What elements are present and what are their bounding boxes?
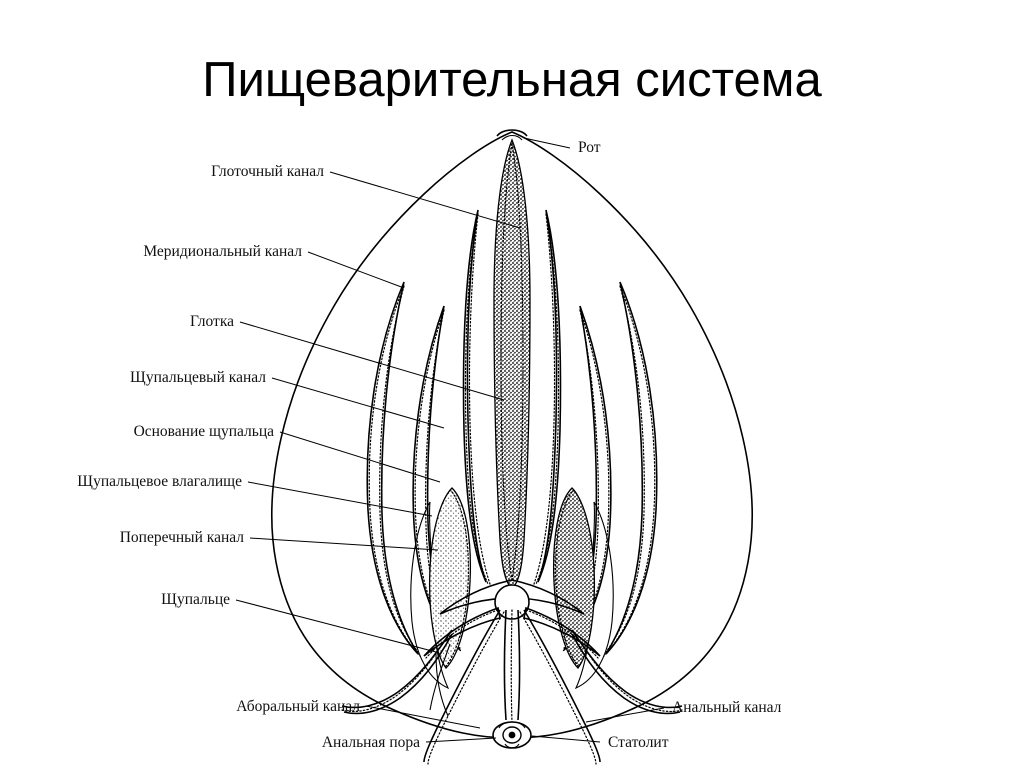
label-anal-pore: [322, 734, 420, 751]
label-text: Глотка: [189, 313, 234, 330]
aboral-canal: [505, 610, 520, 722]
page-title: Пищеварительная система: [202, 53, 822, 107]
label-tentacle: [161, 591, 230, 608]
figure-container: [0, 110, 1024, 767]
label-transverse-canal: [120, 529, 245, 546]
tentacle-sheath-right: [554, 488, 614, 688]
label-text: Рот: [578, 139, 601, 156]
label-text: Анальная пора: [321, 734, 420, 751]
label-pharynx: [190, 313, 234, 330]
label-text: Глоточный канал: [211, 163, 324, 180]
label-tentacle-canal: [130, 369, 266, 386]
label-text: Щупальце: [161, 591, 230, 608]
statolith-apparatus: [493, 722, 531, 748]
label-text: Поперечный канал: [119, 529, 244, 546]
tentacle-sheath-left: [411, 488, 471, 688]
label-text: Щупальцевый канал: [130, 369, 266, 386]
label-mouth: [578, 139, 601, 156]
label-text: Меридиональный канал: [143, 243, 302, 260]
label-text: Анальный канал: [672, 699, 782, 716]
label-anal-canal: [672, 699, 782, 716]
label-statolith: [608, 734, 669, 751]
label-tentacle-base: [134, 423, 275, 440]
label-aboral-canal: [236, 698, 360, 715]
label-tentacle-sheath: [77, 473, 242, 490]
label-pharyngeal-canal: [211, 163, 324, 180]
label-text: Щупальцевое влагалище: [77, 473, 242, 490]
label-meridional-canal: [143, 243, 302, 260]
meridional-canal-outer-right: [604, 282, 657, 656]
label-text: Основание щупальца: [133, 423, 274, 440]
label-text: Статолит: [608, 734, 669, 751]
pharynx-organ: [494, 140, 530, 588]
meridional-canal-outer-left: [367, 282, 420, 656]
label-text: Аборальный канал: [236, 698, 360, 715]
